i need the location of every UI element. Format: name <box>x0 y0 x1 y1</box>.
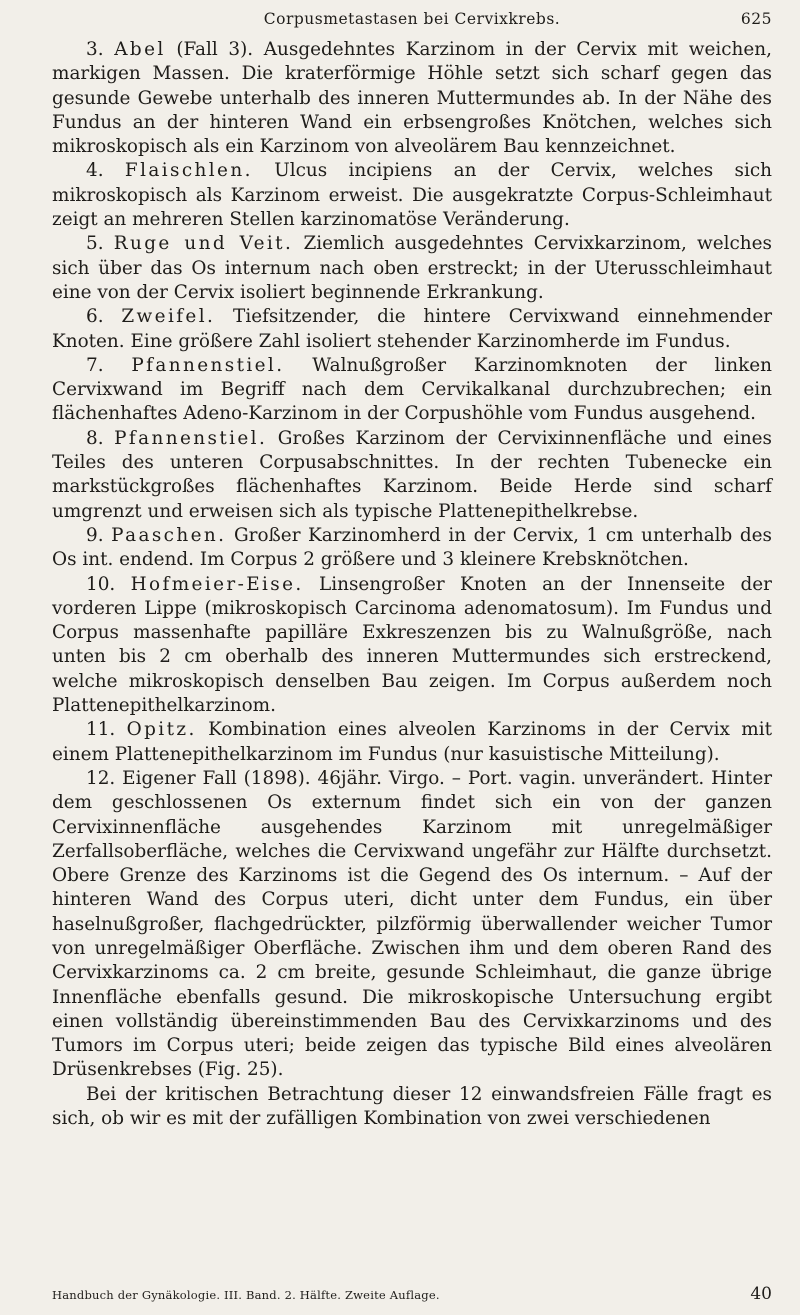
case-text: Großer Karzinomherd in der Cervix, 1 cm unterhalb des Os int. endend. Im Corpus 2 größere und 3 kleinere Krebsknötchen. <box>52 524 772 571</box>
author-name: Flaischlen. <box>124 160 253 182</box>
author-name: Zweifel. <box>121 306 216 328</box>
case-number: 12. <box>86 767 116 789</box>
case-paragraph <box>52 232 772 305</box>
case-number: 7. <box>86 354 104 376</box>
case-text: (Fall 3). Ausgedehntes Karzinom in der Cervix mit weichen, markigen Massen. Die kraterförmige Höhle setzt sich scharf gegen das gesunde Gewebe unterhalb des inneren Muttermundes ab. In der Nähe des Fundus an der hinteren Wand ein erbsengroßes Knötchen, welches sich mikroskopisch als ein Karzinom von alveolärem Bau kennzeichnet. <box>52 39 772 158</box>
case-text: Ziemlich ausgedehntes Cervixkarzinom, welches sich über das Os internum nach oben erstreckt; in der Uterusschleimhaut eine von der Cervix isoliert beginnende Erkrankung. <box>52 233 772 303</box>
case-text: Großes Karzinom der Cervixinnenfläche und eines Teiles des unteren Corpusabschnittes. In der rechten Tubenecke ein markstückgroßes flächenhaftes Karzinom. Beide Herde sind scharf umgrenzt und erweisen sich als typische Plattenepithelkrebse. <box>52 427 772 522</box>
case-paragraph <box>52 305 772 354</box>
author-name: Abel <box>114 39 166 60</box>
author-name: Pfannenstiel. <box>114 427 268 449</box>
discussion-text: Bei der kritischen Betrachtung dieser 12 einwandsfreien Fälle fragt es sich, ob wir es mit der zufälligen Kombination von zwei verschiedenen <box>52 1083 772 1130</box>
author-name: Opitz. <box>126 719 197 741</box>
case-text: Eigener Fall (1898). 46jähr. Virgo. – Port. vagin. unverändert. Hinter dem geschlossenen Os externum findet sich ein von der ganzen Cervixinnenfläche ausgehendes Karzinom mit unregelmäßiger Zerfallsoberfläche, welches die Cervixwand ungefähr zur Hälfte durchsetzt. Obere Grenze des Karzinoms ist die Gegend des Os internum. – Auf der hinteren Wand des Corpus uteri, dicht unter dem Fundus, ein über haselnußgroßer, flachgedrückter, pilzförmig überwallender weicher Tumor von unregelmäßiger Oberfläche. Zwischen ihm und dem oberen Rand des Cervixkarzinoms ca. 2 cm breite, gesunde Schleimhaut, die ganze übrige Innenfläche ebenfalls gesund. Die mikroskopische Untersuchung ergibt einen vollständig übereinstimmenden Bau des Cervixkarzinoms und des Tumors im Corpus uteri; beide zeigen das typische Bild eines alveolären Drüsenkrebses (Fig. 25). <box>52 767 772 1081</box>
discussion-paragraph <box>52 1083 772 1132</box>
case-number: 5. <box>86 233 104 255</box>
signature-mark: 40 <box>750 1284 772 1304</box>
page-footer <box>52 1284 772 1308</box>
case-paragraph <box>52 767 772 1083</box>
case-number: 11. <box>86 719 116 741</box>
case-number: 4. <box>86 160 104 182</box>
author-name: Paaschen. <box>111 524 227 546</box>
case-paragraph <box>52 718 772 767</box>
case-text: Tiefsitzender, die hintere Cervixwand einnehmender Knoten. Eine größere Zahl isoliert stehender Karzinomherde im Fundus. <box>52 306 772 352</box>
case-number: 6. <box>86 306 104 328</box>
page-number: 625 <box>740 10 772 28</box>
author-name: Ruge und Veit. <box>113 233 294 255</box>
case-paragraph <box>52 159 772 232</box>
running-header <box>52 6 772 32</box>
case-number: 9. <box>86 524 104 546</box>
case-text: Linsengroßer Knoten an der Innenseite der vorderen Lippe (mikroskopisch Carcinoma adenomatosum). Im Fundus und Corpus massenhafte papilläre Exkreszenzen bis zu Walnußgröße, nach unten bis 2 cm oberhalb des inneren Muttermundes sich erstreckend, welche mikroskopisch denselben Bau zeigen. Im Corpus außerdem noch Plattenepithelkarzinom. <box>52 573 772 717</box>
case-paragraph <box>52 573 772 719</box>
case-text: Ulcus incipiens an der Cervix, welches sich mikroskopisch als Karzinom erweist. Die ausgekratzte Corpus-Schleimhaut zeigt an mehreren Stellen karzinomatöse Veränderung. <box>52 160 772 231</box>
case-paragraph <box>52 354 772 427</box>
case-paragraph <box>52 38 772 159</box>
case-number: 8. <box>86 427 104 449</box>
running-title: Corpusmetastasen bei Cervixkrebs. <box>263 10 561 28</box>
case-number: 3. <box>86 39 104 60</box>
case-paragraph <box>52 524 772 573</box>
page-body <box>52 38 772 1131</box>
case-text: Walnußgroßer Karzinomknoten der linken Cervixwand im Begriff nach dem Cervikalkanal durchzubrechen; ein flächenhaftes Adeno-Karzinom in der Corpushöhle vom Fundus ausgehend. <box>52 354 772 425</box>
source-line: Handbuch der Gynäkologie. III. Band. 2. Hälfte. Zweite Auflage. <box>52 1288 440 1302</box>
case-number: 10. <box>86 573 116 595</box>
author-name: Pfannenstiel. <box>131 354 285 376</box>
case-paragraph <box>52 427 772 524</box>
case-text: Kombination eines alveolen Karzinoms in der Cervix mit einem Plattenepithelkarzinom im Fundus (nur kasuistische Mitteilung). <box>52 719 772 765</box>
author-name: Hofmeier-Eise. <box>130 573 304 595</box>
